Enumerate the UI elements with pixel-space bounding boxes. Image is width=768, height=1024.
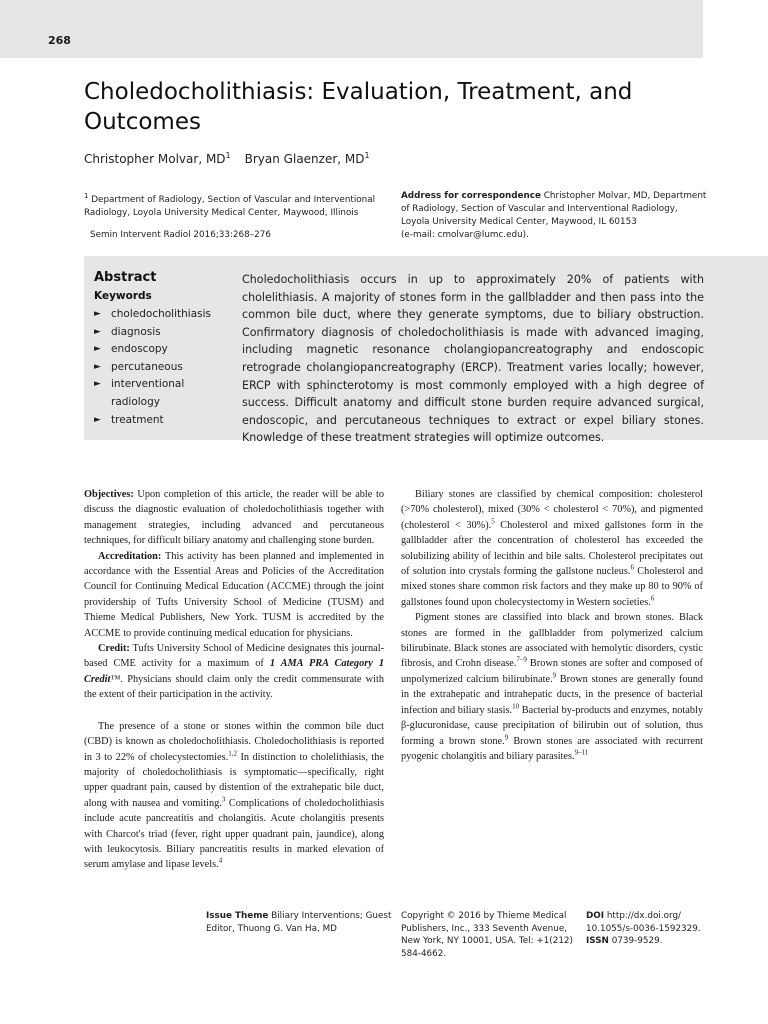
body-paragraph-2 [401,487,703,610]
keyword-item: ► diagnosis [94,324,234,342]
reference-marker[interactable]: 10 [512,702,520,711]
paragraph-text: Bacterial by-products and enzymes, notably β-glucuronidase, cause precipitation of bilirubin out of solution, thus forming a brown stone. [401,704,704,747]
abstract-text: Choledocholithiasis occurs in up to approximately 20% of patients with cholelithiasis. A majority of stones form in the gallbladder and then pass into the common bile duct, where they generate symptoms, due to biliary obstruction. Confirmatory diagnosis of choledocholithiasis is made with advanced imaging, including magnetic resonance cholangiopancreatography and endoscopic retrograde cholangiopancreatography (ERCP). Treatment varies locally; however, ERCP with sphincterotomy is most commonly employed with a high degree of success. Difficult anatomy and difficult stone burden require advanced surgical, endoscopic, and percutaneous techniques to extract or expel biliary stones. Knowledge of these treatment strategies will optimize outcomes. [242,273,704,445]
reference-marker[interactable]: 6 [630,563,634,572]
author-name: Bryan Glaenzer, MD [244,152,365,166]
page-number: 268 [48,34,71,47]
affiliation-marker: 1 [84,192,89,200]
reference-marker[interactable]: 6 [650,594,655,603]
reference-marker[interactable]: 9–11 [574,748,589,757]
abstract-heading: Abstract [94,270,157,285]
footer-copyright: Copyright © 2016 by Thieme Medical Publishers, Inc., 333 Seventh Avenue, New York, NY 10001, USA. Tel: +1(212) 584-4662. [401,911,573,959]
keyword-item: ► choledocholithiasis [94,306,234,324]
arrow-right-icon: ► [94,414,101,425]
paragraph-text: Pigment stones are classified into black and brown stones. Black stones are formed in the gallbladder from polymerized calcium bilirubinate. Black stones are associated with hemolytic disorders, cystic fibrosis, and Crohn disease. [401,612,703,670]
keyword-item: ► percutaneous [94,359,234,377]
arrow-right-icon: ► [94,361,101,372]
arrow-right-icon: ► [94,379,101,390]
author-name: Christopher Molvar, MD [84,152,226,166]
paragraph-text: Cholesterol and mixed stones share common risk factors and they make up 80 to 90% of gallstones found upon cholecystectomy in Western societies. [401,566,703,608]
reference-marker[interactable]: 5 [491,517,495,526]
body-column-right [401,487,703,764]
author-affiliation-marker: 1 [364,151,370,160]
keywords-heading: Keywords [94,290,152,302]
journal-citation: Semin Intervent Radiol 2016;33:268–276 [90,230,271,240]
footer-doi-issn: DOI http://dx.doi.org/ 10.1055/s-0036-1592329. ISSN 0739-9529. [586,911,701,946]
credit-paragraph: Credit: Tufts University School of Medicine designates this journal-based CME activity for a maximum of 1 AMA PRA Category 1 Credit™. Physicians should claim only the credit commensurate with the extent of their participation in the activity. [84,643,384,701]
paragraph-text: Biliary stones are classified by chemical composition: cholesterol (>70% cholesterol), mixed (30% < cholesterol < 70%), and pigmented (cholesterol < 30%). [401,489,703,531]
paragraph-text: Cholesterol and mixed gallstones form in the gallbladder after the concentration of cholesterol has exceeded the solubilizing ability of lecithin and bile salts. Cholesterol precipitates out of solution into crystals forming the gallstone nucleus. [401,519,704,578]
body-paragraph-1: The presence of a stone or stones within the common bile duct (CBD) is known as choledocholithiasis. Choledocholithiasis is reported in 3 to 22% of cholecystectomies.$^{1,2}$ In distinction to cholelithiasis, the majority of choledocholithiasis is symptomatic—specifically, right upper quadrant pain, caused by distention of the extrahepatic bile duct, along with nausea and vomiting.$^3$ Complications of choledocholithiasis include acute pancreatitis and cholangitis. Acute cholangitis presents with Charcot's triad (fever, right upper quadrant pain, jaundice), along with leukocytosis. Biliary pancreatitis results in marked elevation of serum amylase and lipase levels.$^4$ [84,720,384,871]
reference-marker[interactable]: 7–9 [516,656,527,665]
paragraph-text: Brown stones are softer and composed of unpolymerized calcium bilirubinate. [401,658,703,685]
objectives-paragraph: Objectives: Upon completion of this article, the reader will be able to discuss the diagnostic evaluation of choledocholithiasis together with management strategies, including advanced and percutaneous techniques, for difficult biliary anatomy and challenging stone burden. [84,489,384,547]
affiliation [84,190,384,220]
arrow-right-icon: ► [94,326,101,337]
keywords-list [94,306,234,429]
header-bar [0,0,703,58]
paragraph-text: Brown stones are associated with recurrent pyogenic cholangitis and biliary parasites. [401,735,703,762]
arrow-right-icon: ► [94,309,101,319]
article-title: Choledocholithiasis: Evaluation, Treatment, and Outcomes [84,79,633,135]
arrow-right-icon: ► [94,344,101,355]
keyword-item: ► endoscopy [94,341,234,359]
reference-marker[interactable]: 9 [504,733,509,742]
paragraph-text: Brown stones are generally found in the extrahepatic and intrahepatic ducts, in the presence of bacterial infection and biliary stasis. [401,673,704,716]
keyword-item: ► treatment [94,412,234,430]
correspondence-text: Christopher Molvar, MD, Department of Radiology, Section of Vascular and Interventional Radiology, Loyola University Medical Center, Maywood, IL 60153 [401,191,707,227]
body-paragraph-3 [401,610,703,764]
keyword-item: ► interventional radiology [94,378,185,408]
correspondence-address [401,190,707,242]
reference-marker[interactable]: 9 [552,671,557,680]
body-column-left [84,487,384,873]
accreditation-paragraph: Accreditation: This activity has been planned and implemented in accordance with the Essential Areas and Policies of the Accreditation Council for Continuing Medical Education (ACCME) through the joint providership of Tufts University School of Medicine (TUSM) and Thieme Medical Publishers, New York. TUSM is accredited by the ACCME to provide continuing medical education for physicians. [84,550,384,639]
correspondence-email[interactable]: (e-mail: cmolvar@lumc.edu). [401,230,529,240]
correspondence-label: Address for correspondence [401,191,541,201]
affiliation-text: Department of Radiology, Section of Vascular and Interventional Radiology, Loyola University Medical Center, Maywood, Illinois [84,194,376,218]
footer-issue-theme: Issue Theme Biliary Interventions; Guest Editor, Thuong G. Van Ha, MD [206,911,392,934]
author-list [84,151,370,166]
author-affiliation-marker: 1 [225,151,231,160]
